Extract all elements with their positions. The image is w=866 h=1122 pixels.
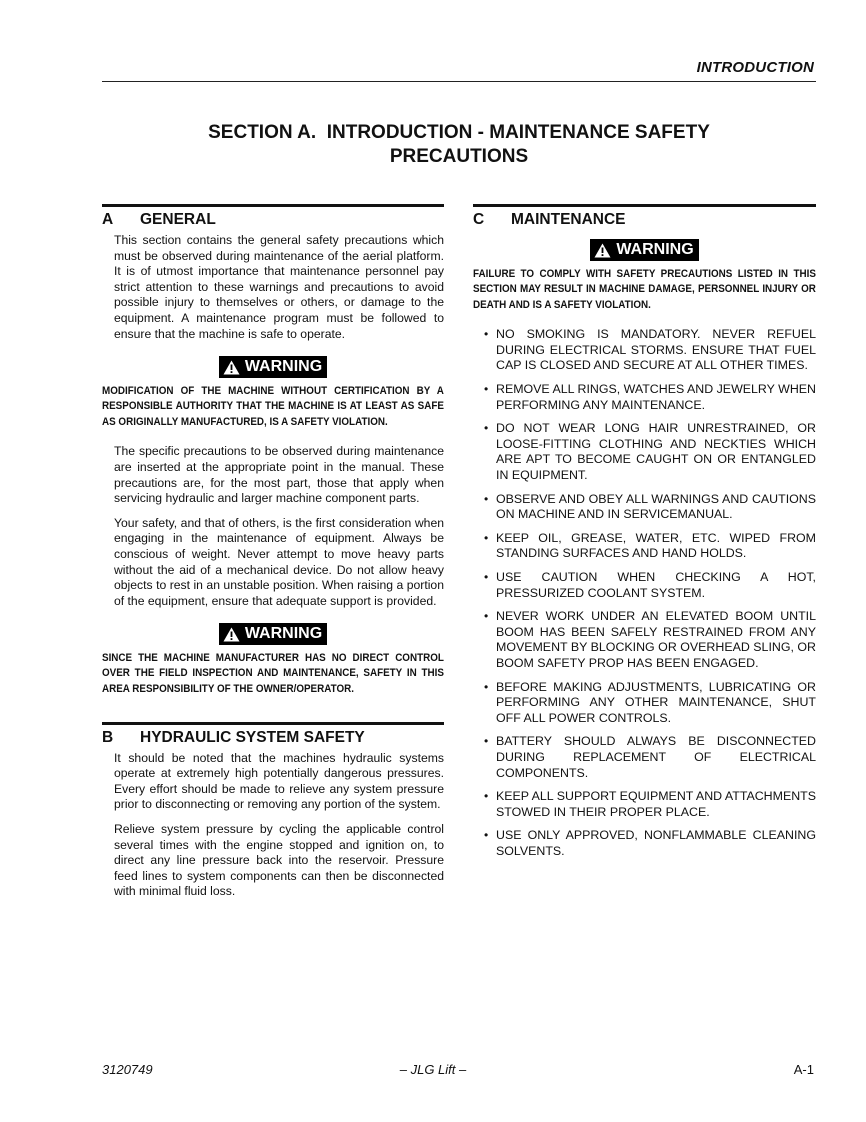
warning-triangle-icon [594, 243, 611, 258]
warning-2-label-text: WARNING [244, 625, 323, 643]
warning-3-text: FAILURE TO COMPLY WITH SAFETY PRECAUTIONS LISTED IN THIS SECTION MAY RESULT IN MACHINE DAMAGE, PERSONNEL INJURY OR DEATH AND IS A SAFETY VIOLATION. [473, 267, 816, 311]
section-a-letter: A [102, 211, 114, 228]
list-item: • NEVER WORK UNDER AN ELEVATED BOOM UNTIL BOOM HAS BEEN SAFELY RESTRAINED FROM ANY MOVEMENT BY BLOCKING OR OVERHEAD SLING, OR BOOM SAFETY PROP HAS BEEN ENGAGED. [473, 609, 816, 671]
list-item: • OBSERVE AND OBEY ALL WARNINGS AND CAUTIONS ON MACHINE AND IN SERVICEMANUAL. [473, 492, 816, 523]
list-item: • BEFORE MAKING ADJUSTMENTS, LUBRICATING OR PERFORMING ANY OTHER MAINTENANCE, SHUT OFF ALL POWER CONTROLS. [473, 680, 816, 727]
maintenance-bullet-list [473, 327, 816, 859]
footer-doc-number: 3120749 [102, 1062, 153, 1077]
warning-triangle-icon [223, 360, 240, 375]
list-item: • KEEP OIL, GREASE, WATER, ETC. WIPED FROM STANDING SURFACES AND HAND HOLDS. [473, 531, 816, 562]
section-b-heading [102, 722, 444, 747]
warning-1-text: MODIFICATION OF THE MACHINE WITHOUT CERTIFICATION BY A RESPONSIBLE AUTHORITY THAT THE MACHINE IS AT LEAST AS SAFE AS ORIGINALLY MANUFACTURED, IS A SAFETY VIOLATION. [102, 384, 444, 428]
running-head: INTRODUCTION [696, 59, 814, 76]
warning-1 [102, 356, 444, 380]
list-item: • USE CAUTION WHEN CHECKING A HOT, PRESSURIZED COOLANT SYSTEM. [473, 570, 816, 601]
page-title-line-1: SECTION A. INTRODUCTION - MAINTENANCE SAFETY [208, 122, 710, 143]
page-title [102, 121, 816, 169]
section-b-paragraph-1: It should be noted that the machines hydraulic systems operate at extremely high potentially dangerous pressures. Every effort should be made to relieve any system pressure prior to disconnecting or removing any portion of the system. [114, 750, 444, 812]
warning-3 [473, 239, 816, 263]
list-item: • REMOVE ALL RINGS, WATCHES AND JEWELRY WHEN PERFORMING ANY MAINTENANCE. [473, 382, 816, 413]
footer-center: – JLG Lift – [399, 1062, 467, 1077]
warning-2 [102, 623, 444, 647]
footer-page-number: A-1 [793, 1062, 814, 1077]
list-item: • DO NOT WEAR LONG HAIR UNRESTRAINED, OR LOOSE-FITTING CLOTHING AND NECKTIES WHICH ARE APT TO BECOME CAUGHT ON OR ENTANGLED IN EQUIPMENT. [473, 421, 816, 483]
section-a-paragraph-2: The specific precautions to be observed during maintenance are inserted at the appropriate point in the manual. These precautions are, for the most part, those that apply when servicing hydraulic and larger machine component parts. [114, 444, 444, 506]
right-column [473, 204, 816, 868]
section-a-paragraph-1: This section contains the general safety precautions which must be observed during maintenance of the aerial platform. It is of utmost importance that maintenance personnel pay strict attention to these warnings and precautions to avoid possible injury to themselves or others, or damage to the equipment. A maintenance program must be followed to ensure that the machine is safe to operate. [114, 233, 444, 341]
warning-3-label [590, 239, 698, 261]
header-rule [102, 81, 816, 82]
page-title-line-2: PRECAUTIONS [389, 146, 529, 167]
list-item: • USE ONLY APPROVED, NONFLAMMABLE CLEANING SOLVENTS. [473, 828, 816, 859]
section-c-title: MAINTENANCE [511, 211, 626, 228]
warning-1-label-text: WARNING [244, 358, 323, 376]
list-item: • NO SMOKING IS MANDATORY. NEVER REFUEL DURING ELECTRICAL STORMS. ENSURE THAT FUEL CAP IS CLOSED AND SECURE AT ALL OTHER TIMES. [473, 327, 816, 374]
warning-2-label [219, 623, 327, 645]
section-b-letter: B [102, 728, 114, 746]
warning-3-label-text: WARNING [616, 241, 694, 258]
section-b-title: HYDRAULIC SYSTEM SAFETY [140, 728, 365, 746]
warning-triangle-icon [223, 627, 240, 642]
warning-2-text: SINCE THE MACHINE MANUFACTURER HAS NO DIRECT CONTROL OVER THE FIELD INSPECTION AND MAINTENANCE, SAFETY IN THIS AREA RESPONSIBILITY OF THE OWNER/OPERATOR. [102, 651, 444, 696]
warning-1-label [219, 356, 327, 378]
section-a-heading [102, 204, 444, 229]
section-a-title: GENERAL [140, 211, 216, 228]
list-item: • KEEP ALL SUPPORT EQUIPMENT AND ATTACHMENTS STOWED IN THEIR PROPER PLACE. [473, 789, 816, 820]
section-a-paragraph-3: Your safety, and that of others, is the first consideration when engaging in the maintenance of equipment. Always be conscious of weight. Never attempt to move heavy parts without the aid of a mechanical device. Do not allow heavy objects to rest in an unstable position. When raising a portion of the equipment, ensure that adequate support is provided. [114, 515, 444, 608]
section-c-letter: C [473, 211, 485, 228]
list-item: • BATTERY SHOULD ALWAYS BE DISCONNECTED DURING REPLACEMENT OF ELECTRICAL COMPONENTS. [473, 734, 816, 781]
section-b-paragraph-2: Relieve system pressure by cycling the applicable control several times with the engine stopped and ignition on, to direct any line pressure back into the reservoir. Pressure feed lines to system components can then be disconnected with minimal fluid loss. [114, 822, 444, 899]
section-c-heading [473, 204, 816, 229]
left-column [102, 204, 444, 909]
